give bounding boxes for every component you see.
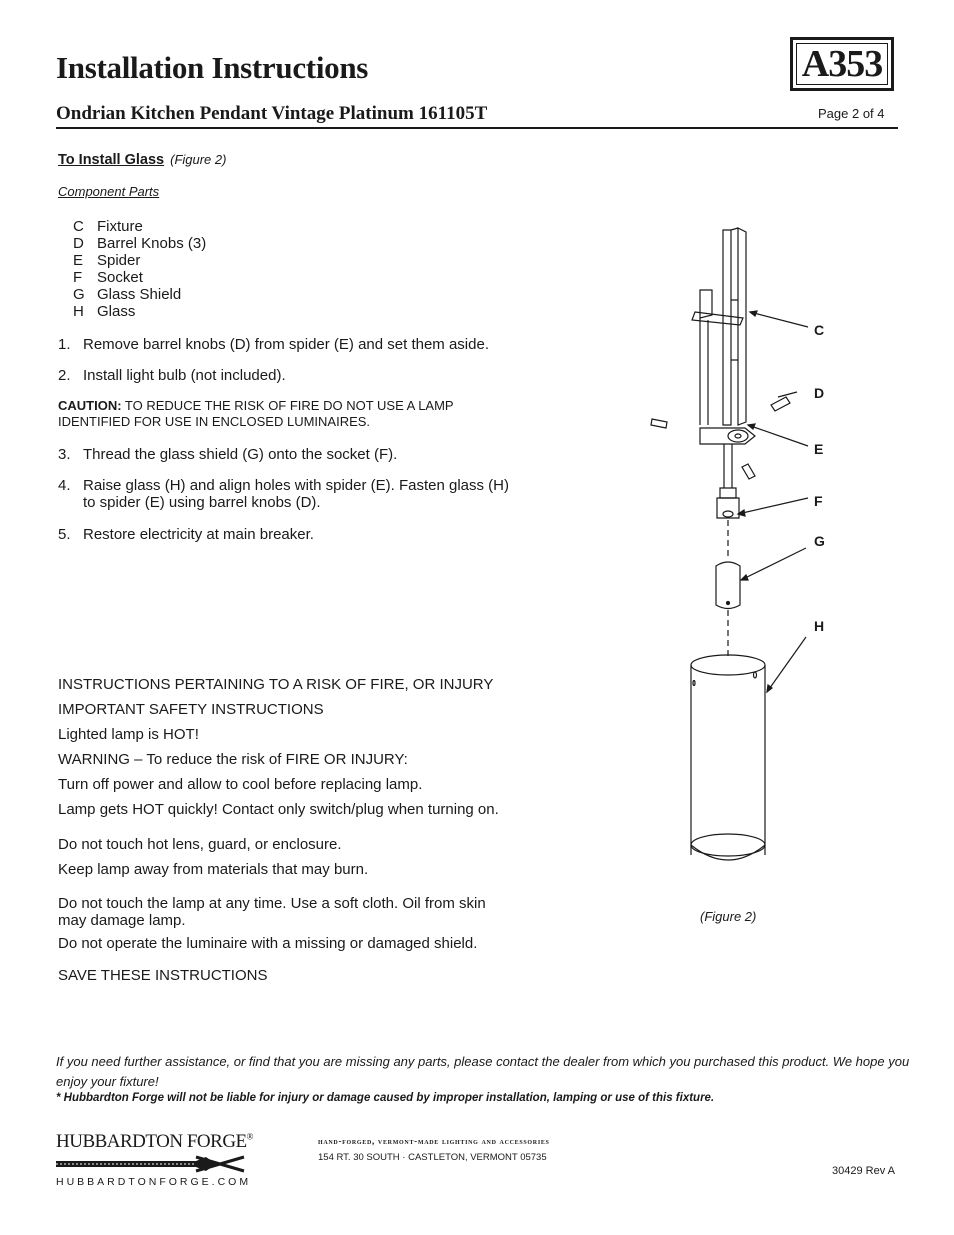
callout-c: C xyxy=(814,322,825,338)
glass-shield xyxy=(716,562,740,609)
step-item: 5. Restore electricity at main breaker. xyxy=(58,526,314,543)
safety-line: SAVE THESE INSTRUCTIONS xyxy=(58,967,268,984)
brand-tagline: hand-forged, vermont-made lighting and accessories xyxy=(318,1136,550,1146)
section-figure-ref: (Figure 2) xyxy=(170,152,227,167)
step-item: 3. Thread the glass shield (G) onto the socket (F). xyxy=(58,446,398,463)
header-rule xyxy=(56,127,898,129)
registered-mark: ® xyxy=(246,1131,253,1142)
document-number-box xyxy=(790,37,894,91)
brand-name: HUBBARDTON FORGE xyxy=(56,1131,247,1152)
website-url: HUBBARDTONFORGE.COM xyxy=(56,1176,252,1188)
caution-label: CAUTION: xyxy=(58,398,122,413)
product-subtitle: Ondrian Kitchen Pendant Vintage Platinum 161105T xyxy=(56,103,488,124)
leader-lines xyxy=(738,311,808,692)
callout-h: H xyxy=(814,618,825,634)
fixture-frame xyxy=(692,228,746,425)
safety-line: INSTRUCTIONS PERTAINING TO A RISK OF FIRE, OR INJURY xyxy=(58,676,494,693)
stem-and-socket xyxy=(717,444,739,518)
safety-line: Lighted lamp is HOT! xyxy=(58,726,199,743)
part-item: E Spider xyxy=(73,252,141,269)
safety-line: Keep lamp away from materials that may burn. xyxy=(58,861,369,878)
company-address: 154 RT. 30 SOUTH · CASTLETON, VERMONT 05735 xyxy=(318,1152,547,1163)
glass-cylinder xyxy=(691,655,765,860)
caution-text: TO REDUCE THE RISK OF FIRE DO NOT USE A LAMP IDENTIFIED FOR USE IN ENCLOSED LUMINAIRES. xyxy=(58,398,454,429)
part-item: H Glass xyxy=(73,303,136,320)
spider xyxy=(700,428,755,444)
document-number: A353 xyxy=(801,43,883,85)
component-parts-heading: Component Parts xyxy=(58,184,160,199)
part-item: F Socket xyxy=(73,269,143,286)
part-item: C Fixture xyxy=(73,218,143,235)
step-item: 2. Install light bulb (not included). xyxy=(58,367,286,384)
barrel-knobs xyxy=(651,397,790,479)
callout-f: F xyxy=(814,493,823,509)
liability-disclaimer: * Hubbardton Forge will not be liable for injury or damage caused by improper installation, lamping or use of this fixture. xyxy=(56,1092,715,1104)
step-item: 4. Raise glass (H) and align holes with spider (E). Fasten glass (H) to spider (E) using barrel knobs (D). xyxy=(58,477,509,511)
safety-line: Do not operate the luminaire with a missing or damaged shield. xyxy=(58,935,478,952)
section-title: To Install Glass xyxy=(58,152,165,168)
callout-d: D xyxy=(814,385,825,401)
forge-flourish-icon xyxy=(56,1155,246,1173)
safety-line: WARNING – To reduce the risk of FIRE OR INJURY: xyxy=(58,751,408,768)
caution-note xyxy=(58,398,508,430)
help-text: If you need further assistance, or find that you are missing any parts, please contact the dealer from which you purchased this product. We hope you enjoy your fixture! xyxy=(56,1054,910,1089)
section-heading xyxy=(58,152,226,168)
part-item: G Glass Shield xyxy=(73,286,182,303)
callout-e: E xyxy=(814,441,824,457)
page-title: Installation Instructions xyxy=(56,50,369,85)
page-number: Page 2 of 4 xyxy=(818,106,885,121)
callout-g: G xyxy=(814,533,825,549)
safety-line: Turn off power and allow to cool before replacing lamp. xyxy=(58,776,423,793)
brand-logo xyxy=(56,1131,253,1153)
safety-line: Do not touch the lamp at any time. Use a soft cloth. Oil from skin may damage lamp. xyxy=(58,895,486,929)
part-item: D Barrel Knobs (3) xyxy=(73,235,207,252)
figure-caption: (Figure 2) xyxy=(700,909,757,924)
figure-2-exploded-diagram xyxy=(620,220,820,880)
safety-line: Do not touch hot lens, guard, or enclosure. xyxy=(58,836,342,853)
safety-line: IMPORTANT SAFETY INSTRUCTIONS xyxy=(58,701,324,718)
revision-number: 30429 Rev A xyxy=(832,1165,895,1177)
step-item: 1. Remove barrel knobs (D) from spider (E) and set them aside. xyxy=(58,336,489,353)
safety-line: Lamp gets HOT quickly! Contact only switch/plug when turning on. xyxy=(58,801,499,818)
